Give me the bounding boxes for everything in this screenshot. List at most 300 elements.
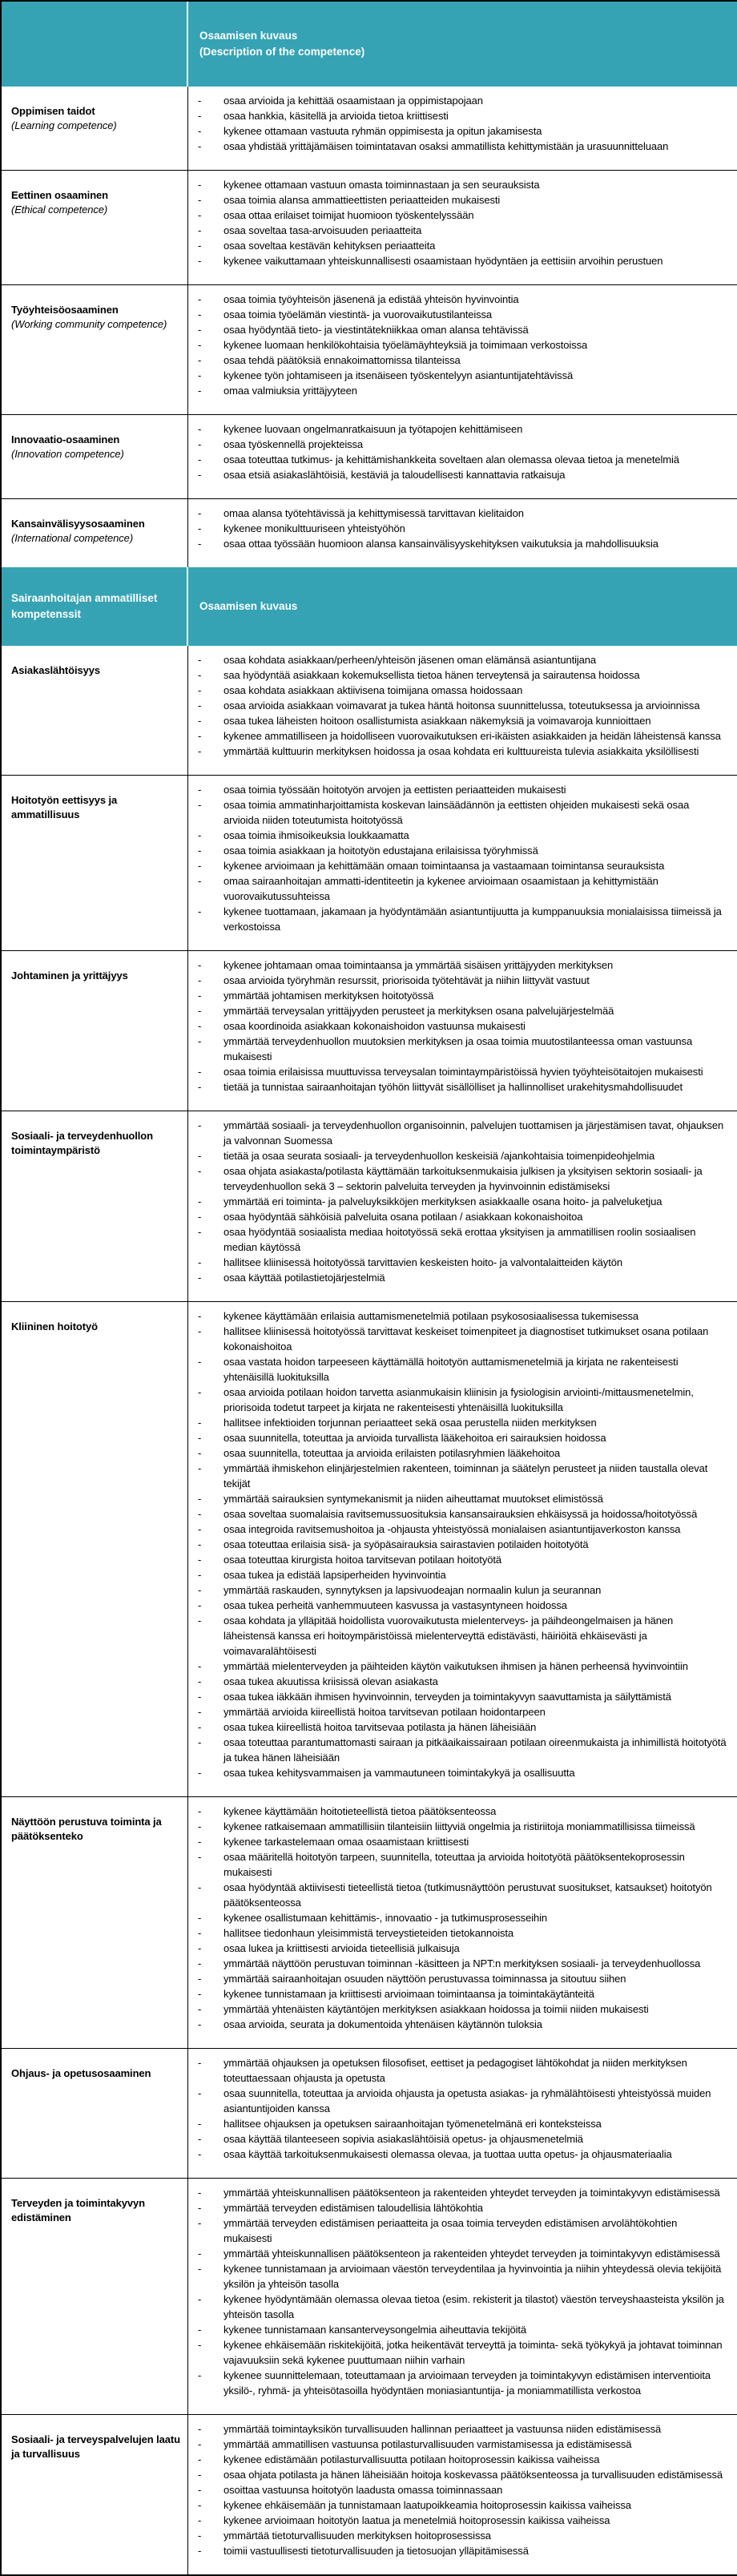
description-bullet [198, 1986, 727, 2002]
bullet-text: kykenee edistämään potilasturvallisuutta potilaan hoitoprosessin kaikissa vaiheissa [224, 2453, 600, 2465]
bullet-text: kykenee suunnittelemaan, toteuttamaan ja arvioimaan terveyden ja toimintakyvyn edistämisen interventioita yksilö-, ryhmä- ja yhteisötasoilla hyödyntäen moniasiantuntija- ja moniammatillista verkostoa [224, 2369, 711, 2397]
generic-header-title: Osaamisen kuvaus [199, 30, 298, 42]
bullet-dash: - [198, 730, 202, 742]
bullet-text: ymmärtää arvioida kiireellistä hoitoa tarvitsevan potilaan hoidontarpeen [224, 1706, 546, 1718]
bullet-dash: - [198, 194, 202, 206]
description-bullet [198, 667, 727, 683]
description-bullet [198, 1689, 727, 1704]
description-bullet [198, 1582, 727, 1598]
bullet-text: kykenee arvioimaan hoitotyön laatua ja menetelmiä hoitoprosessin kaikissa vaiheissa [224, 2514, 610, 2526]
description-bullet [198, 1834, 727, 1849]
bullet-dash: - [198, 240, 202, 252]
bullet-text: kykenee ehkäisemään ja tunnistamaan laatupoikkeamia hoitoprosessin kaikissa vaiheissa [224, 2499, 631, 2511]
bullet-text: kykenee ottamaan vastuuta ryhmän oppimisesta ja opitun jakamisesta [224, 125, 542, 137]
bullet-dash: - [198, 799, 202, 811]
bullet-dash: - [198, 179, 202, 191]
bullet-text: osaa toimia työelämän viestintä- ja vuorovaikutustilanteissa [224, 308, 493, 320]
bullet-dash: - [198, 1851, 202, 1863]
bullet-text: kykenee ottamaan vastuun omasta toiminnastaan ja sen seurauksista [224, 179, 540, 191]
description-bullet [198, 1598, 727, 1613]
competence-name-english: (Learning competence) [11, 119, 117, 132]
bullet-text: ymmärtää yhtenäisten käytäntöjen merkityksen asiakkaan hoidossa ja toimii niiden mukaisesti [224, 2003, 649, 2015]
bullet-text: osaa käyttää tilanteeseen sopivia asiakaslähtöisiä opetus- ja ohjausmenetelmiä [224, 2133, 583, 2145]
bullet-text: ymmärtää näyttöön perustuvan toiminnan -käsitteen ja NPT:n merkityksen sosiaali- ja terveydenhuollossa [224, 1957, 701, 1969]
description-bullet [198, 2452, 727, 2467]
bullet-dash: - [198, 2003, 202, 2015]
competence-description-cell [188, 1302, 737, 1797]
bullet-dash: - [198, 1272, 202, 1284]
bullet-dash: - [198, 2202, 202, 2214]
bullet-dash: - [198, 2247, 202, 2260]
bullet-text: kykenee johtamaan omaa toimintaansa ja ymmärtää sisäisen yrittäjyyden merkityksen [224, 959, 614, 971]
bullet-text: osaa arvioida ja kehittää osaamistaan ja oppimistapojaan [224, 95, 483, 107]
bullet-text: osaa hankkia, käsitellä ja arvioida tietoa kriittisesti [224, 110, 449, 122]
bullet-dash: - [198, 699, 202, 712]
competence-description-cell [188, 2049, 737, 2179]
bullet-text: ymmärtää ohjauksen ja opetuksen filosofiset, eettiset ja pedagogiset lähtökohdat ja niiden merkityksen toteuttaessaan ohjausta ja opetusta [224, 2057, 687, 2084]
description-bullet [198, 2543, 727, 2558]
bullet-dash: - [198, 2018, 202, 2030]
bullet-dash: - [198, 1736, 202, 1748]
bullet-text: ymmärtää terveysalan yrittäjyyden perusteet ja merkityksen osana palvelujärjestelmää [224, 1005, 614, 1017]
description-bullet [198, 843, 727, 858]
description-bullet [198, 782, 727, 797]
bullet-text: ymmärtää yhteiskunnallisen päätöksenteon ja rakenteiden yhteydet terveyden ja toimintakyvyn edistämisessä [224, 2187, 720, 2199]
bullet-dash: - [198, 1462, 202, 1474]
bullet-dash: - [198, 1988, 202, 2000]
description-bullet [198, 2246, 727, 2261]
competence-name-cell [2, 285, 188, 415]
bullet-text: osaa yhdistää yrittäjämäisen toimintatavan osaksi ammatillista kehittymistään ja urasuunnitteluaan [224, 140, 669, 152]
description-bullet [198, 683, 727, 698]
bullet-text: toimii vastuullisesti tietoturvallisuuden ja tietosuojan ylläpitämisessä [224, 2545, 529, 2557]
bullet-dash: - [198, 507, 202, 519]
competence-name: Eettinen osaaminen [11, 189, 109, 201]
competence-row [2, 1111, 737, 1302]
bullet-dash: - [198, 385, 202, 397]
bullet-dash: - [198, 140, 202, 152]
bullet-text: osaa integroida ravitsemushoitoa ja -ohjausta yhteistyössä monialaisen asiantuntijaverkoston kanssa [224, 1523, 681, 1535]
bullet-dash: - [198, 860, 202, 872]
bullet-text: ymmärtää johtamisen merkityksen hoitotyössä [224, 990, 434, 1002]
description-bullet [198, 1567, 727, 1582]
bullet-dash: - [198, 829, 202, 841]
description-bullet [198, 1880, 727, 1910]
bullet-dash: - [198, 1020, 202, 1032]
competence-description-cell [188, 171, 737, 285]
description-bullet [198, 1163, 727, 1194]
bullet-dash: - [198, 1660, 202, 1672]
description-bullet [198, 1704, 727, 1719]
description-bullet [198, 1674, 727, 1689]
description-bullet [198, 292, 727, 307]
competence-description-cell [188, 776, 737, 951]
bullet-text: osaa kohdata asiakkaan aktiivisena toimijana omassa hoidossaan [224, 684, 523, 696]
competence-name-english: (Innovation competence) [11, 448, 124, 461]
bullet-dash: - [198, 1035, 202, 1047]
description-bullet [198, 368, 727, 383]
bullet-text: osaa kohdata ja ylläpitää hoidollista vuorovaikutusta mielenterveys- ja päihdeongelmaisen ja hänen läheistensä kanssa eri hoitoympäristöissä mielenterveyttä edistävästi, häiriöitä ehkäisevästi ja voimavaralähtöisesti [224, 1615, 674, 1657]
bullet-dash: - [198, 990, 202, 1002]
competence-description-cell [188, 87, 737, 171]
bullet-text: osaa tukea akuutissa kriisissä olevan asiakasta [224, 1675, 438, 1687]
bullet-dash: - [198, 1820, 202, 1832]
description-bullet [198, 988, 727, 1003]
bullet-dash: - [198, 1615, 202, 1627]
description-bullet [198, 2131, 727, 2147]
description-bullet [198, 506, 727, 521]
bullet-text: kykenee ratkaisemaan ammatillisiin tilanteisiin liittyviä ongelmia ja ristiriitoja moniammatillisissa tiimeissä [224, 1820, 695, 1832]
bullet-text: osaa arvioida työryhmän resurssit, priorisoida työtehtävät ja niihin liittyvät vastuut [224, 974, 590, 986]
bullet-dash: - [198, 1325, 202, 1337]
bullet-dash: - [198, 1310, 202, 1322]
bullet-dash: - [198, 1706, 202, 1718]
description-bullet [198, 1552, 727, 1567]
bullet-dash: - [198, 684, 202, 696]
competence-name-cell [2, 1797, 188, 2049]
competence-row [2, 951, 737, 1111]
competence-row [2, 776, 737, 951]
bullet-text: ymmärtää sairauksien syntymekanismit ja niiden aiheuttamat muutokset elimistössä [224, 1493, 603, 1505]
description-bullet [198, 1506, 727, 1522]
competence-name-cell [2, 1302, 188, 1797]
bullet-text: kykenee tarkastelemaan omaa osaamistaan kriittisesti [224, 1836, 469, 1848]
bullet-dash: - [198, 1256, 202, 1268]
bullet-dash: - [198, 469, 202, 481]
bullet-text: osaa suunnitella, toteuttaa ja arvioida ohjausta ja opetusta asiakas- ja ryhmälähtöisesti yhteistyössä muiden asiantuntijoiden kanssa [224, 2087, 711, 2114]
bullet-text: osaa tehdä päätöksiä ennakoimattomissa tilanteissa [224, 354, 461, 366]
competence-name-cell [2, 499, 188, 567]
bullet-text: osaa toimia työssään hoitotyön arvojen ja eettisten periaatteiden mukaisesti [224, 784, 566, 796]
bullet-dash: - [198, 1226, 202, 1238]
bullet-dash: - [198, 1881, 202, 1893]
competence-row [2, 2049, 737, 2179]
description-bullet [198, 467, 727, 482]
bullet-dash: - [198, 2369, 202, 2381]
bullet-dash: - [198, 369, 202, 381]
competence-description-cell [188, 499, 737, 567]
bullet-text: osaa hyödyntää sosiaalista mediaa hoitotyössä sekä erottaa yksityisen ja ammatillisen roolin sosiaalisen median käytössä [224, 1226, 696, 1253]
description-bullet [198, 421, 727, 437]
bullet-dash: - [198, 875, 202, 887]
bullet-text: ymmärtää tietoturvallisuuden merkityksen hoitoprosessissa [224, 2530, 491, 2542]
description-bullet [198, 2116, 727, 2131]
description-bullet [198, 1148, 727, 1163]
description-bullet [198, 238, 727, 253]
bullet-text: osaa tukea iäkkään ihmisen hyvinvoinnin, terveyden ja toimintakyvyn saavuttamista ja säilyttämistä [224, 1691, 671, 1703]
competence-row [2, 1797, 737, 2049]
bullet-dash: - [198, 110, 202, 122]
bullet-text: kykenee tunnistamaan kansanterveysongelmia aiheuttavia tekijöitä [224, 2324, 527, 2336]
description-bullet [198, 2482, 727, 2497]
bullet-dash: - [198, 1805, 202, 1817]
description-bullet [198, 1064, 727, 1079]
bullet-text: ymmärtää sosiaali- ja terveydenhuollon organisoinnin, palvelujen tuottamisen ja järjestämisen tavat, ohjauksen ja valvonnan Suomessa [224, 1119, 724, 1147]
bullet-text: osaa toimia ihmisoikeuksia loukkaamatta [224, 829, 409, 841]
bullet-dash: - [198, 784, 202, 796]
competence-description-cell [188, 415, 737, 499]
description-bullet [198, 744, 727, 759]
competence-name: Työyhteisöosaaminen [11, 304, 119, 316]
bullet-text: osaa ohjata potilasta ja hänen läheisiään hoitoja koskevassa päätöksenteossa ja turvallisuuden edistämisessä [224, 2469, 723, 2481]
description-bullet [198, 353, 727, 368]
bullet-text: kykenee luomaan henkilökohtaisia työelämäyhteyksiä ja toimimaan verkostoissa [224, 339, 588, 351]
competence-name-cell [2, 2415, 188, 2574]
bullet-text: hallitsee infektioiden torjunnan periaatteet sekä osaa perustella niiden merkityksen [224, 1417, 597, 1429]
description-bullet [198, 307, 727, 322]
description-bullet [198, 2421, 727, 2437]
bullet-dash: - [198, 339, 202, 351]
competence-description-cell [188, 285, 737, 415]
description-bullet [198, 2437, 727, 2452]
bullet-dash: - [198, 1721, 202, 1733]
description-bullet [198, 797, 727, 828]
description-bullet [198, 2147, 727, 2162]
description-bullet [198, 208, 727, 223]
bullet-dash: - [198, 745, 202, 757]
description-bullet [198, 2528, 727, 2543]
bullet-dash: - [198, 2545, 202, 2557]
bullet-text: osoittaa vastuunsa hoitotyön laadusta omassa toiminnassaan [224, 2484, 503, 2496]
bullet-dash: - [198, 1836, 202, 1848]
bullet-text: ymmärtää terveyden edistämisen taloudellisia lähtökohtia [224, 2202, 483, 2214]
bullet-dash: - [198, 438, 202, 450]
bullet-text: osaa ohjata asiakasta/potilasta käyttämään tarkoituksenmukaisia julkisen ja yksityisen sektorin sosiaali- ja terveydenhuollon sekä 3 – sektorin palveluita terveyden ja hyvinvoinnin edistämiseksi [224, 1165, 703, 1192]
bullet-dash: - [198, 1957, 202, 1969]
bullet-text: osaa toteuttaa parantumattomasti sairaan ja pitkäaikaissairaan potilaan oireenmukaista ja inhimillistä hoitotyötä ja tukea hänen läheisiään [224, 1736, 727, 1764]
bullet-dash: - [198, 1150, 202, 1162]
competence-name: Näyttöön perustuva toiminta ja päätöksenteko [11, 1816, 162, 1843]
competence-name-cell [2, 776, 188, 951]
competence-description-cell [188, 1797, 737, 2049]
bullet-text: osaa suunnitella, toteuttaa ja arvioida erilaisten potilasryhmien lääkehoitoa [224, 1447, 561, 1459]
bullet-text: omaa sairaanhoitajan ammatti-identiteetin ja kykenee arvioimaan osaamistaan ja kehittymistään vuorovaikutussuhteissa [224, 875, 658, 902]
bullet-text: osaa suunnitella, toteuttaa ja arvioida turvallista lääkehoitoa eri sairauksien hoidossa [224, 1432, 606, 1444]
bullet-dash: - [198, 2514, 202, 2526]
bullet-dash: - [198, 2187, 202, 2199]
bullet-text: ymmärtää ammatillisen vastuunsa potilasturvallisuuden varmistamisessa ja edistämisessä [224, 2438, 632, 2450]
description-bullet [198, 1430, 727, 1445]
bullet-text: kykenee hyödyntämään olemassa olevaa tietoa (esim. rekisterit ja tilastot) väestön terveyshaasteista yksilön ja yhteisön tasolla [224, 2293, 724, 2320]
bullet-dash: - [198, 1432, 202, 1444]
bullet-text: osaa tukea perheitä vanhemmuuteen kasvussa ja vastasyntyneen hoidossa [224, 1599, 567, 1611]
description-bullet [198, 2368, 727, 2398]
bullet-dash: - [198, 715, 202, 727]
competence-name-cell [2, 415, 188, 499]
bullet-text: kykenee tuottamaan, jakamaan ja hyödyntämään asiantuntijuutta ja kumppanuuksia monialaisissa tiimeissä ja verkostoissa [224, 905, 722, 933]
description-bullet [198, 1719, 727, 1735]
bullet-text: osaa toimia erilaisissa muuttuvissa terveysalan toimintaympäristöissä hyvien työyhteisötaitojen mukaisesti [224, 1066, 703, 1078]
description-bullet [198, 1224, 727, 1255]
description-bullet [198, 1461, 727, 1491]
bullet-text: ymmärtää ihmiskehon elinjärjestelmien rakenteen, toiminnan ja säätelyn perusteet ja niiden taustalla olevat tekijät [224, 1462, 708, 1490]
bullet-text: saa hyödyntää asiakkaan kokemuksellista tietoa hänen terveytensä ja sairautensa hoidossa [224, 669, 640, 681]
bullet-dash: - [198, 2453, 202, 2465]
bullet-dash: - [198, 95, 202, 107]
bullet-text: osaa toimia työyhteisön jäsenenä ja edistää yhteisön hyvinvointia [224, 293, 519, 305]
bullet-dash: - [198, 293, 202, 305]
bullet-dash: - [198, 1927, 202, 1939]
bullet-text: osaa etsiä asiakaslähtöisiä, kestäviä ja taloudellisesti kannattavia ratkaisuja [224, 469, 566, 481]
bullet-text: kykenee vaikuttamaan yhteiskunnallisesti osaamistaan hyödyntäen ja eettisiin arvoihin perustuen [224, 255, 663, 267]
description-bullet [198, 2017, 727, 2032]
bullet-dash: - [198, 2484, 202, 2496]
competence-name: Hoitotyön eettisyys ja ammatillisuus [11, 794, 118, 821]
competence-row [2, 2179, 737, 2415]
bullet-text: tietää ja tunnistaa sairaanhoitajan työhön liittyvät sisällölliset ja hallinnolliset urakehitysmahdollisuudet [224, 1081, 683, 1093]
bullet-dash: - [198, 423, 202, 435]
bullet-dash: - [198, 959, 202, 971]
bullet-dash: - [198, 1165, 202, 1177]
bullet-dash: - [198, 209, 202, 221]
bullet-dash: - [198, 1081, 202, 1093]
description-bullet [198, 1034, 727, 1064]
bullet-dash: - [198, 1386, 202, 1398]
bullet-text: ymmärtää eri toiminta- ja palveluyksikköjen merkityksen asiakkaalle osana hoito- ja palveluketjua [224, 1195, 662, 1207]
bullet-text: hallitsee kliinisessä hoitotyössä tarvittavat keskeiset toimenpiteet ja diagnostiset tutkimukset osana potilaan kokonaishoitoa [224, 1325, 709, 1353]
description-bullet [198, 253, 727, 268]
description-bullet [198, 1537, 727, 1552]
competence-name: Ohjaus- ja opetusosaaminen [11, 2067, 151, 2079]
professional-competence-rows [2, 646, 737, 2574]
bullet-dash: - [198, 1554, 202, 1566]
bullet-dash: - [198, 654, 202, 666]
competence-name: Kansainvälisyysosaaminen [11, 518, 145, 530]
competence-name: Sosiaali- ja terveydenhuollon toimintaympäristö [11, 1130, 153, 1157]
bullet-dash: - [198, 538, 202, 550]
bullet-text: osaa vastata hoidon tarpeeseen käyttämällä hoitotyön auttamismenetelmiä ja kirjata ne rakenteisesti yhtenäisillä luokituksilla [224, 1356, 679, 1383]
bullet-dash: - [198, 1211, 202, 1223]
description-bullet [198, 536, 727, 551]
bullet-text: osaa tukea ja edistää lapsiperheiden hyvinvointia [224, 1569, 446, 1581]
competence-name: Asiakaslähtöisyys [11, 664, 101, 676]
description-bullet [198, 828, 727, 843]
competence-name: Kliininen hoitotyö [11, 1320, 98, 1332]
bullet-dash: - [198, 905, 202, 917]
bullet-text: osaa tukea kehitysvammaisen ja vammautuneen toimintakykyä ja osallisuutta [224, 1767, 575, 1779]
bullet-dash: - [198, 324, 202, 336]
description-bullet [198, 1971, 727, 1986]
description-bullet [198, 2215, 727, 2246]
bullet-dash: - [198, 2263, 202, 2275]
competence-name: Innovaatio-osaaminen [11, 433, 120, 445]
bullet-dash: - [198, 2324, 202, 2336]
competence-row [2, 2415, 737, 2574]
competence-name-cell [2, 87, 188, 171]
bullet-text: kykenee käyttämään hoitotieteellistä tietoa päätöksenteossa [224, 1805, 497, 1817]
competence-name: Oppimisen taidot [11, 105, 95, 117]
description-bullet [198, 1910, 727, 1925]
bullet-dash: - [198, 2499, 202, 2511]
bullet-text: hallitsee ohjauksen ja opetuksen sairaanhoitajan työmenetelmänä eri konteksteissa [224, 2118, 602, 2130]
competence-name-cell [2, 171, 188, 285]
competence-name-cell [2, 2049, 188, 2179]
competence-name: Sosiaali- ja terveyspalvelujen laatu ja turvallisuus [11, 2433, 181, 2461]
bullet-text: osaa arvioida, seurata ja dokumentoida yhtenäisen käytännön tuloksia [224, 2018, 542, 2030]
competence-row [2, 415, 737, 499]
professional-header-left-cell: Sairaanhoitajan ammatilliset kompetenssit [2, 567, 188, 646]
bullet-text: ymmärtää sairaanhoitajan osuuden näyttöön perustuvassa toiminnassa ja sitoutuu siihen [224, 1973, 626, 1985]
bullet-text: omaa alansa työtehtävissä ja kehittymisessä tarvittavan kielitaidon [224, 507, 524, 519]
description-bullet [198, 452, 727, 467]
bullet-dash: - [198, 1691, 202, 1703]
bullet-dash: - [198, 974, 202, 986]
bullet-text: hallitsee tiedonhaun yleisimmistä terveystieteiden tietokannoista [224, 1927, 514, 1939]
bullet-dash: - [198, 1675, 202, 1687]
professional-header-row [2, 567, 737, 646]
description-bullet [198, 192, 727, 208]
bullet-dash: - [198, 1508, 202, 1520]
bullet-text: tietää ja osaa seurata sosiaali- ja terveydenhuollon keskeisiä /ajankohtaisia toimenpideohjelmia [224, 1150, 655, 1162]
description-bullet [198, 1491, 727, 1506]
bullet-dash: - [198, 1417, 202, 1429]
description-bullet [198, 1735, 727, 1765]
bullet-dash: - [198, 1356, 202, 1368]
generic-competence-rows [2, 87, 737, 567]
description-bullet [198, 1018, 727, 1034]
bullet-dash: - [198, 522, 202, 534]
description-bullet [198, 1804, 727, 1819]
competence-description-cell [188, 646, 737, 776]
competence-row [2, 171, 737, 285]
bullet-text: osaa käyttää potilastietojärjestelmiä [224, 1272, 385, 1284]
description-bullet [198, 2322, 727, 2337]
description-bullet [198, 1194, 727, 1209]
bullet-dash: - [198, 125, 202, 137]
bullet-text: osaa ottaa työssään huomioon alansa kansainvälisyyskehityksen vaikutuksia ja mahdollisuuksia [224, 538, 658, 550]
competence-name-cell [2, 951, 188, 1111]
bullet-dash: - [198, 224, 202, 236]
description-bullet [198, 123, 727, 139]
bullet-text: osaa käyttää tarkoituksenmukaisesti olemassa olevaa, ja tuottaa uutta opetus- ja ohjausmateriaalia [224, 2148, 672, 2160]
description-bullet [198, 2185, 727, 2200]
bullet-dash: - [198, 454, 202, 466]
bullet-dash: - [198, 2293, 202, 2305]
bullet-text: osaa toteuttaa kirurgista hoitoa tarvitsevan potilaan hoitotyötä [224, 1554, 501, 1566]
description-bullet [198, 2497, 727, 2513]
bullet-text: kykenee ammatilliseen ja hoidolliseen vuorovaikutuksen eri-ikäisten asiakkaiden ja heidän läheistensä kanssa [224, 730, 721, 742]
generic-header-row [2, 2, 737, 87]
bullet-text: hallitsee kliinisessä hoitotyössä tarvittavien keskeisten hoito- ja valvontalaitteiden käytön [224, 1256, 622, 1268]
description-bullet [198, 322, 727, 337]
bullet-dash: - [198, 2057, 202, 2069]
competence-name-cell [2, 646, 188, 776]
competence-name-cell [2, 2179, 188, 2415]
bullet-text: osaa soveltaa tasa-arvoisuuden periaatteita [224, 224, 422, 236]
description-bullet [198, 698, 727, 713]
bullet-text: osaa soveltaa kestävän kehityksen periaatteita [224, 240, 436, 252]
bullet-text: osaa soveltaa suomalaisia ravitsemussuosituksia kansansairauksien ehkäisyssä ja hoidossa/hoitotyössä [224, 1508, 698, 1520]
bullet-text: osaa kohdata asiakkaan/perheen/yhteisön jäsenen oman elämänsä asiantuntijana [224, 654, 597, 666]
bullet-text: osaa arvioida potilaan hoidon tarvetta asianmukaisin kliinisin ja fysiologisin arviointi-/mittausmenetelmin, priorisoida todetut tarpeet ja kirjata ne rakenteisesti yhtenäisillä luokituksilla [224, 1386, 694, 1413]
competence-row [2, 87, 737, 171]
competence-name-english: (International competence) [11, 532, 134, 545]
description-bullet [198, 957, 727, 973]
description-bullet [198, 1819, 727, 1834]
competence-description-cell [188, 2415, 737, 2574]
bullet-dash: - [198, 669, 202, 681]
bullet-text: osaa toteuttaa tutkimus- ja kehittämishankkeita soveltaen alan olemassa olevaa tietoa ja menetelmiä [224, 454, 679, 466]
description-bullet [198, 1659, 727, 1674]
bullet-text: osaa koordinoida asiakkaan kokonaishoidon vastuunsa mukaisesti [224, 1020, 526, 1032]
bullet-dash: - [198, 1005, 202, 1017]
bullet-text: ymmärtää kulttuurin merkityksen hoidossa ja osaa kohdata eri kulttuureista tulevia asiakkaita yksilöllisesti [224, 745, 699, 757]
description-bullet [198, 1324, 727, 1354]
bullet-text: kykenee tunnistamaan ja arvioimaan väestön terveydentilaa ja hyvinvointia ja niihin yhteydessä olevia tekijöitä yksilön ja yhteisön tasolla [224, 2263, 722, 2290]
bullet-text: ymmärtää terveyden edistämisen periaatteita ja osaa toimia terveyden edistämisen arvolähtökohtien mukaisesti [224, 2217, 678, 2244]
bullet-dash: - [198, 1523, 202, 1535]
description-bullet [198, 2513, 727, 2528]
